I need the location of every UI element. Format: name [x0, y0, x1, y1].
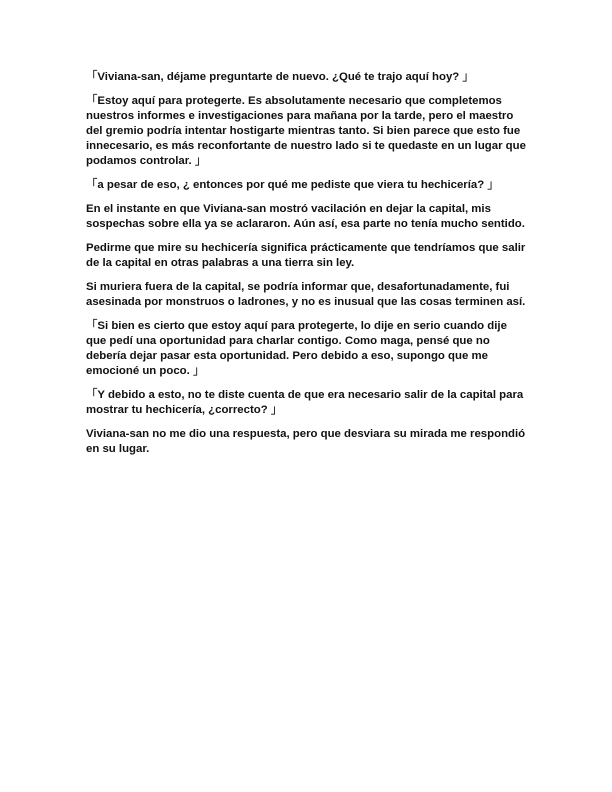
dialogue-paragraph: 「Estoy aquí para protegerte. Es absolutamente necesario que completemos nuestros informes e investigaciones para mañana por la tarde, pero el maestro del gremio podría intentar hostigarte mientras tanto. Si bien parece que esto fue innecesario, es más reconfortante de nuestro lado si te quedaste en un lugar que podamos controlar. 」: [86, 95, 526, 167]
document-body: [86, 70, 530, 466]
narration-paragraph: Si muriera fuera de la capital, se podría informar que, desafortunadamente, fui asesinada por monstruos o ladrones, y no es inusual que las cosas terminen así.: [86, 281, 526, 308]
narration-paragraph: Pedirme que mire su hechicería significa prácticamente que tendríamos que salir de la capital en otras palabras a una tierra sin ley.: [86, 242, 526, 269]
narration-paragraph: Viviana-san no me dio una respuesta, pero que desviara su mirada me respondió en su lugar.: [86, 428, 526, 455]
dialogue-paragraph: 「Y debido a esto, no te diste cuenta de que era necesario salir de la capital para mostrar tu hechicería, ¿correcto? 」: [86, 389, 524, 416]
narration-paragraph: En el instante en que Viviana-san mostró vacilación en dejar la capital, mis sospechas sobre ella ya se aclararon. Aún así, esa parte no tenía mucho sentido.: [86, 203, 525, 230]
dialogue-paragraph: 「Si bien es cierto que estoy aquí para protegerte, lo dije en serio cuando dije que pedí una oportunidad para charlar contigo. Como maga, pensé que no debería dejar pasar esta oportunidad. Pero debido a eso, supongo que me emocioné un poco. 」: [86, 320, 507, 377]
dialogue-paragraph: 「a pesar de eso, ¿ entonces por qué me pediste que viera tu hechicería? 」: [86, 179, 499, 191]
dialogue-paragraph: 「Viviana-san, déjame preguntarte de nuevo. ¿Qué te trajo aquí hoy? 」: [86, 71, 474, 83]
